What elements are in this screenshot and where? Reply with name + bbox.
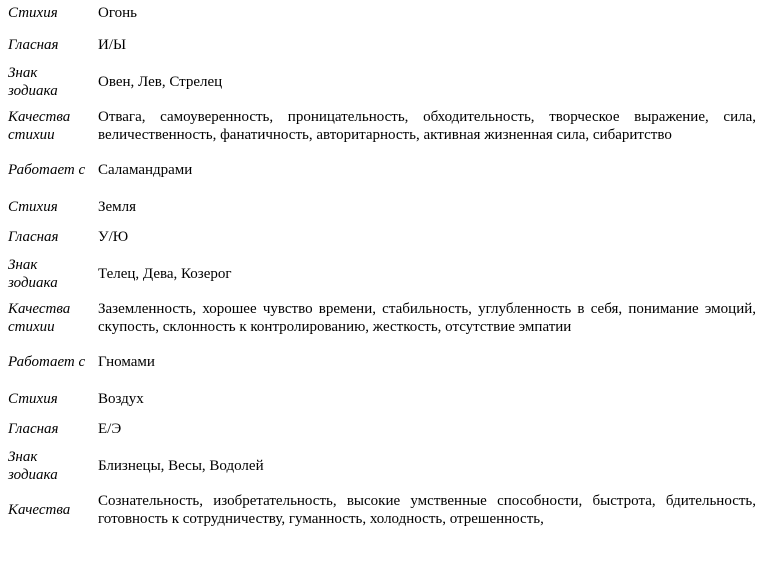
row-label: Стихия xyxy=(8,199,58,215)
row-label: Качества стихии xyxy=(8,109,71,143)
row-value: И/Ы xyxy=(98,37,127,53)
table-row xyxy=(0,252,762,296)
table-row xyxy=(0,0,762,30)
row-value: Саламандрами xyxy=(98,162,193,178)
row-value: Воздух xyxy=(98,391,144,407)
row-label: Гласная xyxy=(8,229,59,245)
row-value: Е/Э xyxy=(98,421,122,437)
row-value: Телец, Дева, Козерог xyxy=(98,266,232,282)
table-row xyxy=(0,104,762,148)
row-label: Знак зодиака xyxy=(8,449,58,483)
row-value: Огонь xyxy=(98,5,137,21)
table-row xyxy=(0,296,762,340)
row-value: Земля xyxy=(98,199,137,215)
table-row xyxy=(0,414,762,444)
row-value: Сознательность, изобретательность, высокие умственные способности, быстрота, бдительность, готовность к сотрудничеству, гуманность, холодность, отрешенность, xyxy=(98,493,756,527)
row-label: Гласная xyxy=(8,37,59,53)
row-value: У/Ю xyxy=(98,229,129,245)
table-row xyxy=(0,488,762,532)
row-label: Гласная xyxy=(8,421,59,437)
row-label: Стихия xyxy=(8,391,58,407)
table-row xyxy=(0,222,762,252)
table-row xyxy=(0,444,762,488)
row-value: Овен, Лев, Стрелец xyxy=(98,74,223,90)
row-label: Знак зодиака xyxy=(8,65,58,99)
row-value: Заземленность, хорошее чувство времени, стабильность, углубленность в себя, понимание эмоций, скупость, склонность к контролированию, жесткость, отсутствие эмпатии xyxy=(98,301,756,335)
row-value: Отвага, самоуверенность, проницательность, обходительность, творческое выражение, сила, величественность, фанатичность, авторитарность, активная жизненная сила, сибаритство xyxy=(98,109,756,143)
row-label: Стихия xyxy=(8,5,58,21)
row-value: Близнецы, Весы, Водолей xyxy=(98,458,264,474)
table-row xyxy=(0,60,762,104)
table-row xyxy=(0,30,762,60)
row-label: Работает с xyxy=(8,162,86,178)
row-value: Гномами xyxy=(98,354,155,370)
row-label: Знак зодиака xyxy=(8,257,58,291)
row-label: Качества стихии xyxy=(8,301,71,335)
table-row xyxy=(0,384,762,414)
table-row xyxy=(0,192,762,222)
table-row xyxy=(0,340,762,384)
row-label: Качества xyxy=(8,502,71,518)
row-label: Работает с xyxy=(8,354,86,370)
table-row xyxy=(0,148,762,192)
